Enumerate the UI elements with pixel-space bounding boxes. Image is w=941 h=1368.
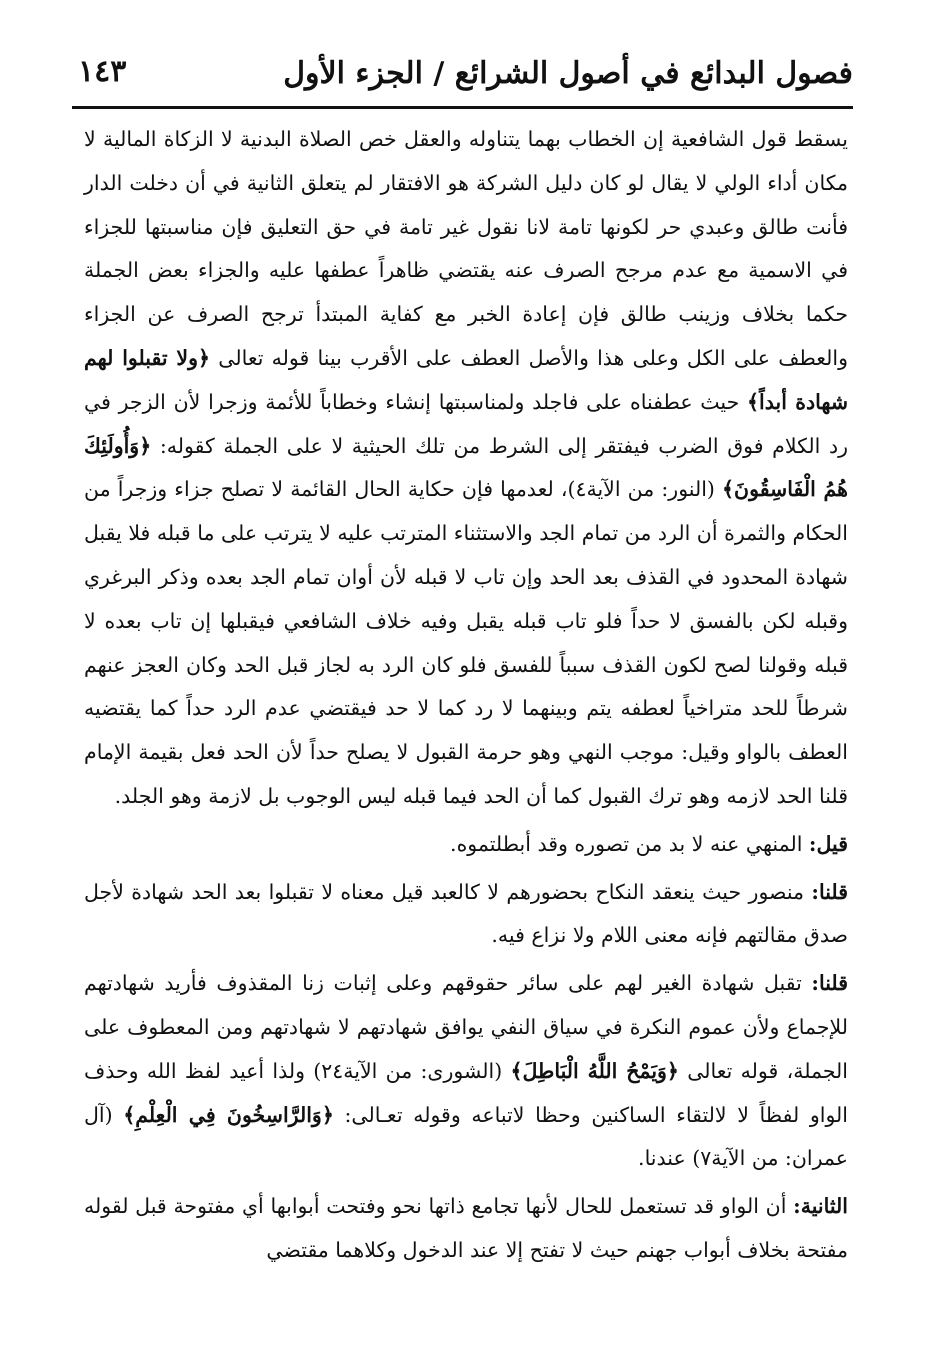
paragraph-4-text-a: تقبل شهادة الغير لهم على سائر حقوقهم وعلى إثبات زنا المقذوف فأريد شهادتهم للإجماع ولأن عموم النكرة في سياق النفي يوافق شهادتهم لا شهادتهم ومن المعطوف على الجملة، قوله تعالى xyxy=(84,971,849,1083)
paragraph-1 xyxy=(84,118,848,819)
paragraph-2-lead: قيل: xyxy=(808,831,848,856)
paragraph-1-text-b: حيث عطفناه على فاجلد ولمناسبتها إنشاء وخطاباً للأئمة وزجرا لأن الزجر في رد الكلام فوق الضرب فيفتقر إلى الشرط من تلك الحيثية لا على الجملة كقوله: xyxy=(84,389,848,458)
paragraph-3-text: منصور حيث ينعقد النكاح بحضورهم لا كالعبد قيل معناه لا تقبلوا بعد الحد شهادة لأجل صدق مقالتهم فإنه معنى اللام ولا نزاع فيه. xyxy=(84,879,848,948)
quran-verse-3: ﴿وَيَمْحُ اللَّهُ الْبَاطِلَ﴾ xyxy=(510,1058,679,1083)
quran-verse-4: ﴿وَالرَّاسِخُونَ فِي الْعِلْمِ﴾ xyxy=(123,1102,334,1127)
quran-verse-1: ﴿ولا تقبلوا لهم شهادة أبداً﴾ xyxy=(84,345,849,414)
header-rule xyxy=(72,106,853,109)
paragraph-1-text-c: (النور: من الآية٤)، لعدمها فإن حكاية الحال القائمة لا تصلح جزاء وزجراً من الحكام والثمرة أن الرد من تمام الجد والاستثناء المترتب عليه لا يترتب على ما قبله فلا يقبل شهادة المحدود في القذف بعد الحد وإن تاب لا قبله لأن أوان تمام الجد بعده وذكر البرغري وقبله لكن بالفسق لا حداً فلو تاب قبله يقبل وفيه خلاف الشافعي فيقبلها إن تاب بعده لا قبله وقولنا لصح لكون القذف سبباً للفسق فلو كان الرد به لجاز قبل الحد وكان العجز عنهم شرطاً للحد متراخياً لعطفه يتم وبينهما لا رد كما لا حد فيقتضي عدم الرد حداً كما يقتضيه العطف بالواو وقيل: موجب النهي وهو حرمة القبول لا يصلح حداً لأن الحد فعل بقيمة الإمام قلنا الحد لازمه وهو ترك القبول كما أن الحد فيما قبله ليس الوجوب بل لازمة وهو الجلد. xyxy=(84,477,848,808)
body-text xyxy=(84,118,848,1273)
page-number: ١٤٣ xyxy=(78,54,127,89)
paragraph-3 xyxy=(84,871,848,959)
paragraph-4-lead: قلنا: xyxy=(811,971,848,996)
paragraph-5-lead: الثانية: xyxy=(793,1194,848,1219)
paragraph-4-text-b: (الشورى: من الآية٢٤) ولذا أعيد لفظ الله وحذف الواو لفظاً لا لالتقاء الساكنين وحظا لاتباعه وقوله تعـالى: xyxy=(84,1058,848,1127)
page-header xyxy=(68,50,853,102)
paragraph-2-text: المنهي عنه لا بد من تصوره وقد أبطلتموه. xyxy=(450,831,809,856)
paragraph-5-text: أن الواو قد تستعمل للحال لأنها تجامع ذاتها نحو وفتحت أبوابها أي مفتوحة قبل لقوله مفتحة بخلاف أبواب جهنم حيث لا تفتح إلا عند الدخول وكلاهما مقتضي xyxy=(84,1194,848,1262)
paragraph-4 xyxy=(84,962,848,1181)
paragraph-5 xyxy=(84,1185,848,1273)
paragraph-3-lead: قلنا: xyxy=(811,879,848,904)
quran-verse-2: ﴿وَأُولَئِكَ هُمُ الْفَاسِقُونَ﴾ xyxy=(84,433,848,502)
paragraph-1-text-a: يسقط قول الشافعية إن الخطاب بهما يتناوله والعقل خص الصلاة البدنية لا الزكاة المالية لا مكان أداء الولي لا يقال لو كان دليل الشركة هو الافتقار لم يتعلق الثانية في أن دخلت الدار فأنت طالق وعبدي حر لكونها تامة لانا نقول غير تامة في حق التعليق فإن مناسبتها للجزاء في الاسمية مع عدم مرجح الصرف عنه يقتضي ظاهراً عطفها عليه والجزاء بعض الجملة حكما بخلاف وزينب طالق فإن إعادة الخبر مع كفاية المبتدأ ترجح الصرف عن الجزاء والعطف على الكل وعلى هذا والأصل العطف على الأقرب بينا قوله تعالى xyxy=(84,127,848,370)
paragraph-2 xyxy=(84,823,848,867)
running-title: فصول البدائع في أصول الشرائع / الجزء الأول xyxy=(283,56,853,91)
paragraph-4-text-c: (آل عمران: من الآية٧) عندنا. xyxy=(84,1102,848,1171)
